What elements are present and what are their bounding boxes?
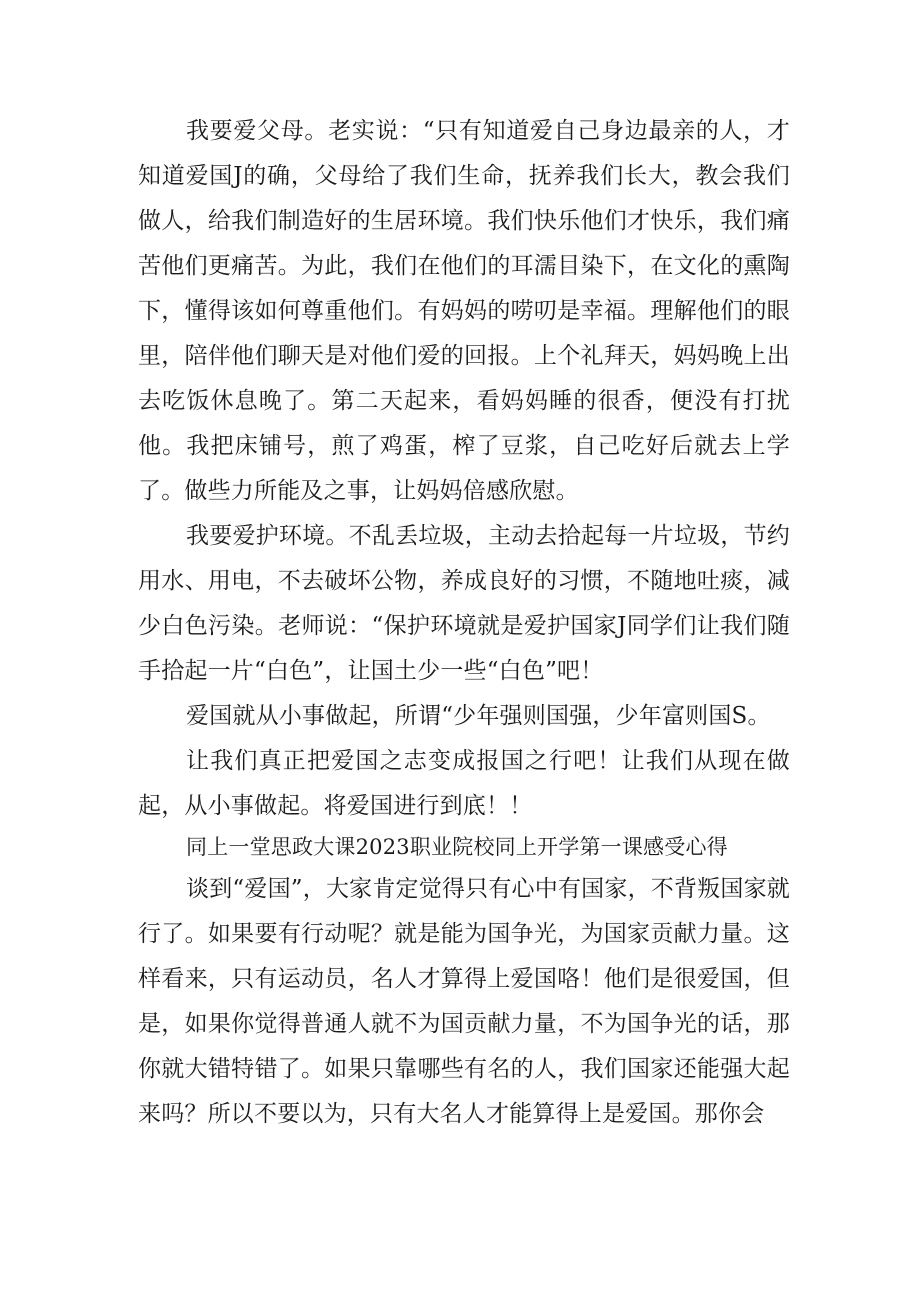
paragraph-talk-patriotism: 谈到“爱国”，大家肯定觉得只有心中有国家，不背叛国家就行了。如果要有行动呢？就是能为国争光，为国家贡献力量。这样看来，只有运动员，名人才算得上爱国咯！他们是很爱国，但是，如果你觉得普通人就不为国贡献力量，不为国争光的话，那你就大错特错了。如果只靠哪些有名的人，我们国家还能强大起来吗？所以不要以为，只有大名人才能算得上是爱国。那你会 [138,876,790,1127]
paragraph-start-small: 爱国就从小事做起，所谓“少年强则国强，少年富则国S。 [186,703,771,729]
paragraph-love-parents: 我要爱父母。老实说：“只有知道爱自己身边最亲的人，才知道爱国J的确，父母给了我们生命，抚养我们长大，教会我们做人，给我们制造好的生居环境。我们快乐他们才快乐，我们痛苦他们更痛苦。为此，我们在他们的耳濡目染下，在文化的熏陶下，懂得该如何尊重他们。有妈妈的唠叨是幸福。理解他们的眼里，陪伴他们聊天是对他们爱的回报。上个礼拜天，妈妈晚上出去吃饭休息晚了。第二天起来，看妈妈睡的很香，便没有打扰他。我把床铺号，煎了鸡蛋，榨了豆浆，自己吃好后就去上学了。做些力所能及之事，让妈妈倍感欣慰。 [138,118,790,504]
paragraph-protect-environment: 我要爱护环境。不乱丢垃圾，主动去拾起每一片垃圾，节约用水、用电，不去破坏公物，养成良好的习惯，不随地吐痰，减少白色污染。老师说：“保护环境就是爱护国家J同学们让我们随手拾起一片“白色”，让国土少一些“白色”吧！ [138,523,790,684]
paragraph-call-to-action: 让我们真正把爱国之志变成报国之行吧！让我们从现在做起，从小事做起。将爱国进行到底！！ [138,748,790,819]
section-heading: 同上一堂思政大课2023职业院校同上开学第一课感受心得 [186,835,728,859]
document-body [138,109,790,1137]
